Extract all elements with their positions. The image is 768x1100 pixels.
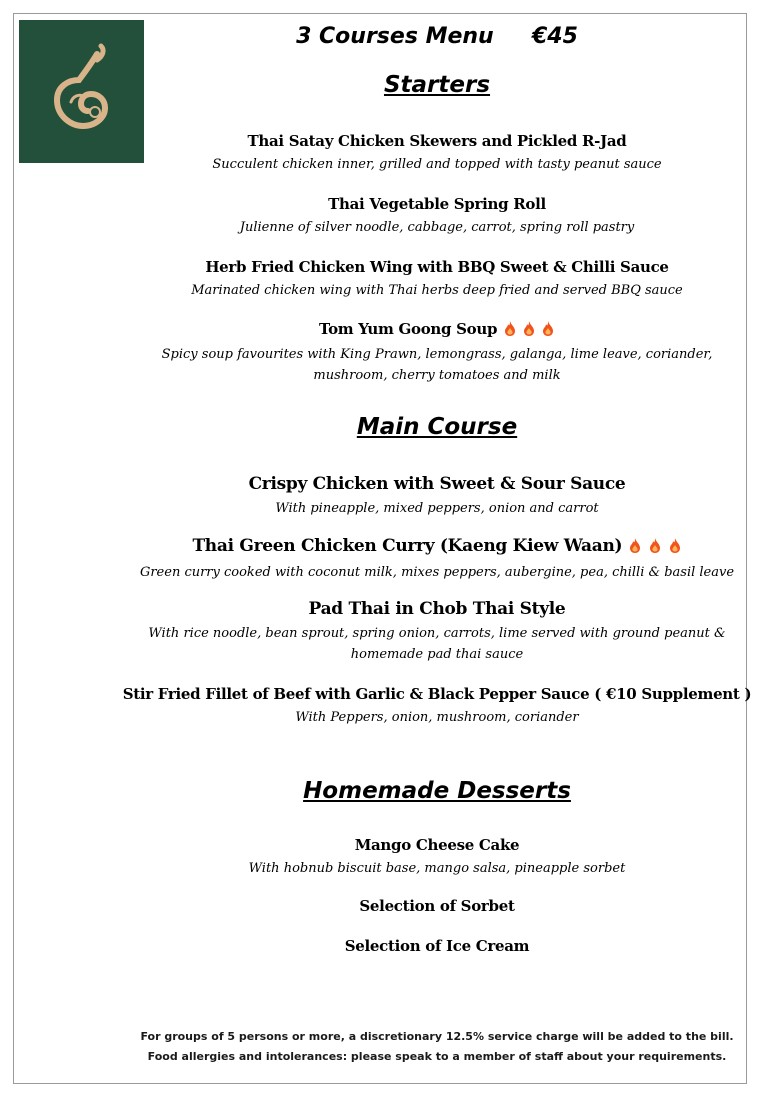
menu-title: 3 Courses Menu €45 — [296, 24, 578, 49]
section-heading-starters: Starters — [383, 72, 491, 98]
item-name: Mango Cheese Cake — [354, 836, 520, 854]
item-name-row — [0, 536, 768, 558]
item-description: With pineapple, mixed peppers, onion and carrot — [275, 501, 599, 516]
menu-item — [0, 195, 768, 238]
menu-item — [0, 320, 768, 386]
flame-icon — [505, 321, 515, 336]
item-name: Thai Satay Chicken Skewers and Pickled R-Jad — [247, 132, 627, 150]
item-description: Succulent chicken inner, grilled and topped with tasty peanut sauce — [212, 157, 662, 172]
item-name: Stir Fried Fillet of Beef with Garlic & Black Pepper Sauce ( €10 Supplement ) — [122, 685, 752, 703]
item-name: Pad Thai in Chob Thai Style — [308, 599, 566, 619]
menu-item — [0, 132, 768, 175]
item-name: Thai Vegetable Spring Roll — [328, 195, 546, 213]
spicy-indicator — [503, 321, 555, 340]
item-name: Herb Fried Chicken Wing with BBQ Sweet & Chilli Sauce — [205, 258, 669, 276]
flame-icon — [543, 321, 553, 336]
flame-icon — [630, 538, 640, 553]
item-description: With rice noodle, bean sprout, spring onion, carrots, lime served with ground peanut & homemade pad thai sauce — [148, 626, 726, 662]
menu-item — [0, 599, 768, 665]
menu-item — [0, 897, 768, 915]
item-name-row — [0, 320, 768, 340]
menu-item — [0, 258, 768, 301]
spicy-indicator — [628, 538, 681, 558]
item-name: Thai Green Chicken Curry (Kaeng Kiew Waan) — [192, 536, 623, 556]
section-heading-main-course: Main Course — [356, 414, 518, 440]
section-heading-desserts: Homemade Desserts — [303, 778, 571, 804]
flame-icon — [670, 538, 680, 553]
item-name: Crispy Chicken with Sweet & Sour Sauce — [248, 474, 626, 494]
menu-item — [0, 474, 768, 519]
flame-icon — [650, 538, 660, 553]
item-description: Green curry cooked with coconut milk, mixes peppers, aubergine, pea, chilli & basil leave — [139, 565, 735, 580]
flame-icon — [524, 321, 534, 336]
footer-notice — [0, 1027, 768, 1067]
menu-item — [0, 836, 768, 879]
item-description: Spicy soup favourites with King Prawn, lemongrass, galanga, lime leave, coriander, mushroom, cherry tomatoes and milk — [161, 347, 713, 383]
item-name: Tom Yum Goong Soup — [318, 320, 498, 338]
allergy-note: Food allergies and intolerances: please speak to a member of staff about your requirements. — [147, 1050, 727, 1063]
menu-item — [0, 937, 768, 955]
item-description: Julienne of silver noodle, cabbage, carrot, spring roll pastry — [239, 220, 635, 235]
item-name: Selection of Ice Cream — [344, 937, 530, 955]
item-description: With hobnub biscuit base, mango salsa, pineapple sorbet — [248, 861, 626, 876]
menu-item — [0, 685, 768, 728]
item-description: With Peppers, onion, mushroom, coriander — [295, 710, 579, 725]
service-charge-note: For groups of 5 persons or more, a discretionary 12.5% service charge will be added to the bill. — [140, 1030, 734, 1043]
item-description: Marinated chicken wing with Thai herbs deep fried and served BBQ sauce — [191, 283, 683, 298]
menu-item — [0, 536, 768, 583]
item-name: Selection of Sorbet — [359, 897, 515, 915]
